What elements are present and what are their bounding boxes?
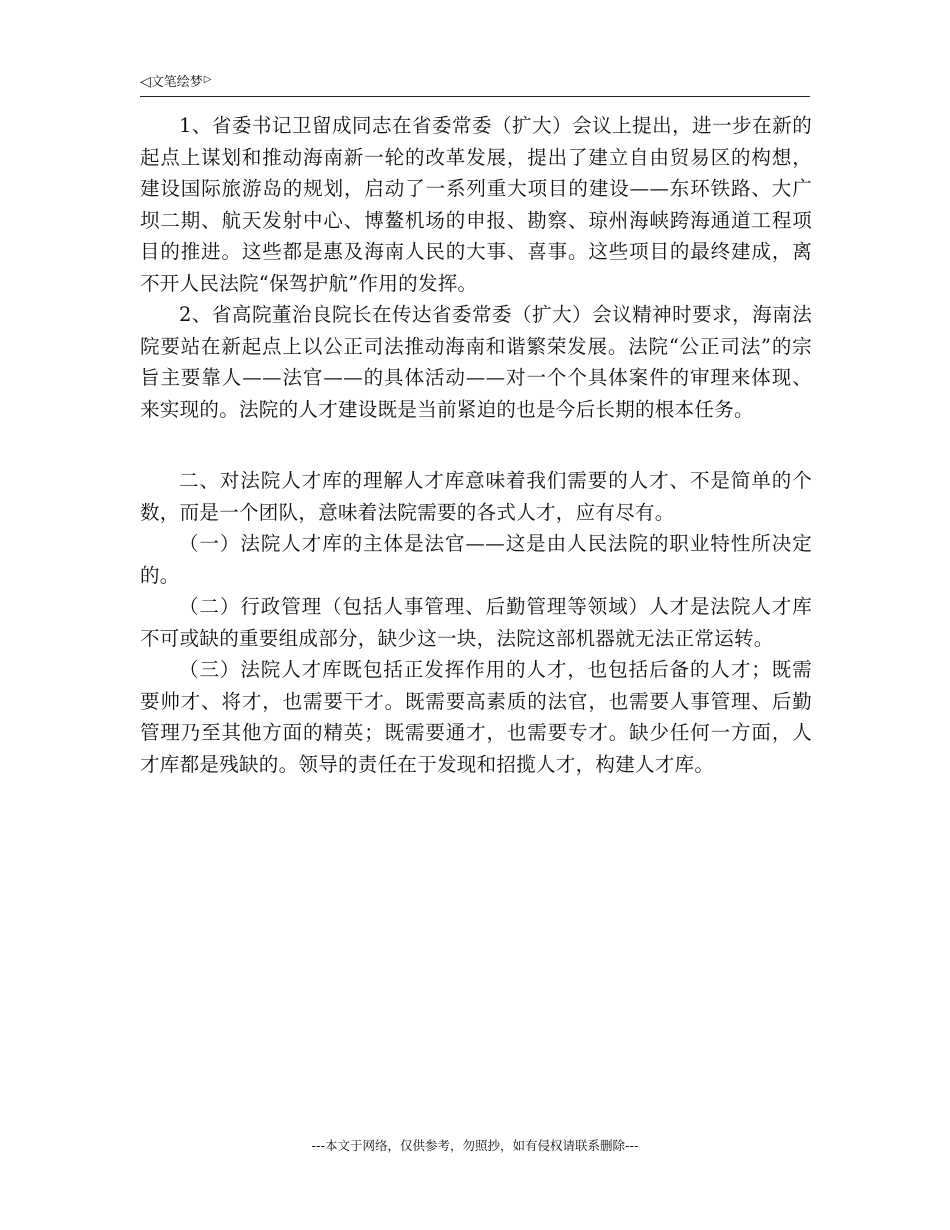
footer-notice: ---本文于网络，仅供参考，勿照抄，如有侵权请联系删除--- [311, 1138, 639, 1153]
paragraph-item-1: （一）法院人才库的主体是法官——这是由人民法院的职业特性所决定的。 [140, 532, 812, 587]
paragraph-1: 1、省委书记卫留成同志在省委常委（扩大）会议上提出，进一步在新的起点上谋划和推动海南新一轮的改革发展，提出了建立自由贸易区的构想，建设国际旅游岛的规划，启动了一系列重大项目的建设——东环铁路、大广坝二期、航天发射中心、博鳌机场的申报、勘察、琼州海峡跨海通道工程项目的推进。这些都是惠及海南人民的大事、喜事。这些项目的最终建成，离不开人民法院“保驾护航”作用的发挥。 [140, 114, 812, 295]
section-two-heading-paragraph: 二、对法院人才库的理解人才库意味着我们需要的人才、不是简单的个数，而是一个团队，意味着法院需要的各式人才，应有尽有。 [140, 469, 812, 524]
left-triangle-icon: ◁ [140, 74, 151, 90]
document-body [140, 110, 812, 780]
paragraph-2: 2、省高院董治良院长在传达省委常委（扩大）会议精神时要求，海南法院要站在新起点上以公正司法推动海南和谐繁荣发展。法院“公正司法”的宗旨主要靠人——法官——的具体活动——对一个个具体案件的审理来体现、来实现的。法院的人才建设既是当前紧迫的也是今后长期的根本任务。 [140, 303, 812, 421]
paragraph-item-2: （二）行政管理（包括人事管理、后勤管理等领域）人才是法院人才库不可或缺的重要组成部分，缺少这一块，法院这部机器就无法正常运转。 [140, 595, 812, 650]
page-header [140, 74, 810, 97]
right-triangle-icon: ▷ [203, 74, 212, 85]
paragraph-item-3: （三）法院人才库既包括正发挥作用的人才，也包括后备的人才；既需要帅才、将才，也需要干才。既需要高素质的法官，也需要人事管理、后勤管理乃至其他方面的精英；既需要通才，也需要专才。缺少任何一方面，人才库都是残缺的。领导的责任在于发现和招揽人才，构建人才库。 [140, 658, 812, 776]
header-title: 文笔绘梦 [150, 75, 203, 90]
